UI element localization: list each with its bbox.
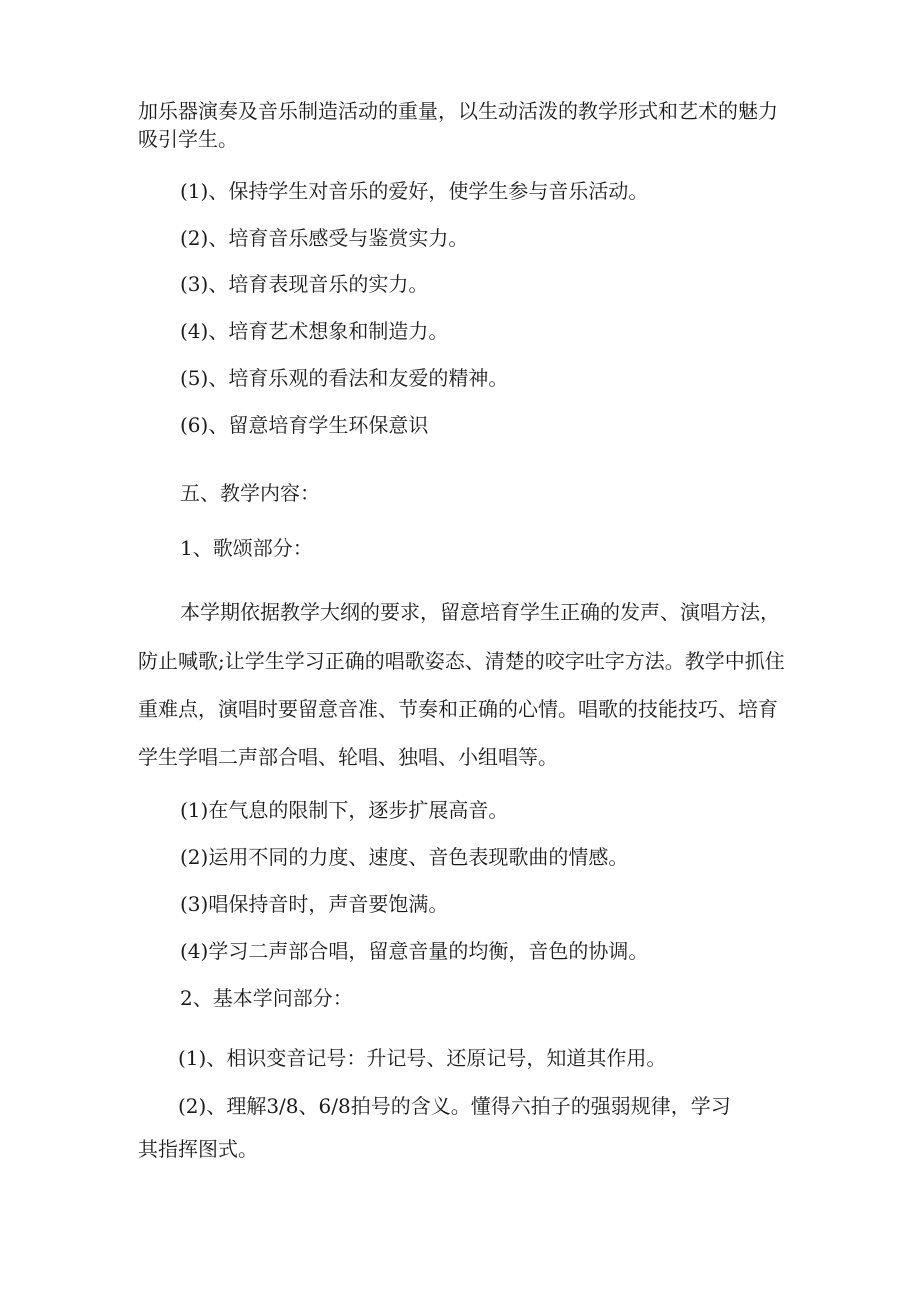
knowledge-item-1: (1)、相识变音记号：升记号、还原记号，知道其作用。 [178, 1046, 667, 1070]
singing-item-3: (3)唱保持音时，声音要饱满。 [180, 892, 449, 916]
intro-line-1: 加乐器演奏及音乐制造活动的重量，以生动活泼的教学形式和艺术的魅力 [138, 99, 778, 123]
goal-item-2: (2)、培育音乐感受与鉴赏实力。 [180, 226, 469, 250]
singing-item-4: (4)学习二声部合唱，留意音量的均衡，音色的协调。 [180, 939, 649, 963]
singing-item-1: (1)在气息的限制下，逐步扩展高音。 [180, 798, 509, 822]
goal-item-4: (4)、培育艺术想象和制造力。 [180, 319, 449, 343]
knowledge-item-2-line-2: 其指挥图式。 [138, 1137, 258, 1161]
singing-item-2: (2)运用不同的力度、速度、音色表现歌曲的情感。 [180, 845, 629, 869]
goal-item-6: (6)、留意培育学生环保意识 [180, 413, 429, 437]
section-heading: 五、教学内容： [180, 481, 320, 505]
subsection-heading-singing: 1、歌颂部分： [180, 536, 313, 560]
singing-para-line-4: 学生学唱二声部合唱、轮唱、独唱、小组唱等。 [138, 745, 558, 769]
singing-para-line-2: 防止喊歌;让学生学习正确的唱歌姿态、清楚的咬字吐字方法。教学中抓住 [138, 649, 785, 673]
goal-item-3: (3)、培育表现音乐的实力。 [180, 272, 429, 296]
subsection-heading-knowledge: 2、基本学问部分： [180, 986, 353, 1010]
singing-para-line-3: 重难点，演唱时要留意音准、节奏和正确的心情。唱歌的技能技巧、培育 [138, 697, 778, 721]
singing-para-line-1: 本学期依据教学大纲的要求，留意培育学生正确的发声、演唱方法， [180, 600, 780, 624]
intro-line-2: 吸引学生。 [138, 127, 238, 151]
goal-item-1: (1)、保持学生对音乐的爱好，使学生参与音乐活动。 [180, 179, 649, 203]
goal-item-5: (5)、培育乐观的看法和友爱的精神。 [180, 366, 509, 390]
knowledge-item-2-line-1: (2)、理解3/8、6/8拍号的含义。懂得六拍子的强弱规律，学习 [178, 1094, 731, 1118]
